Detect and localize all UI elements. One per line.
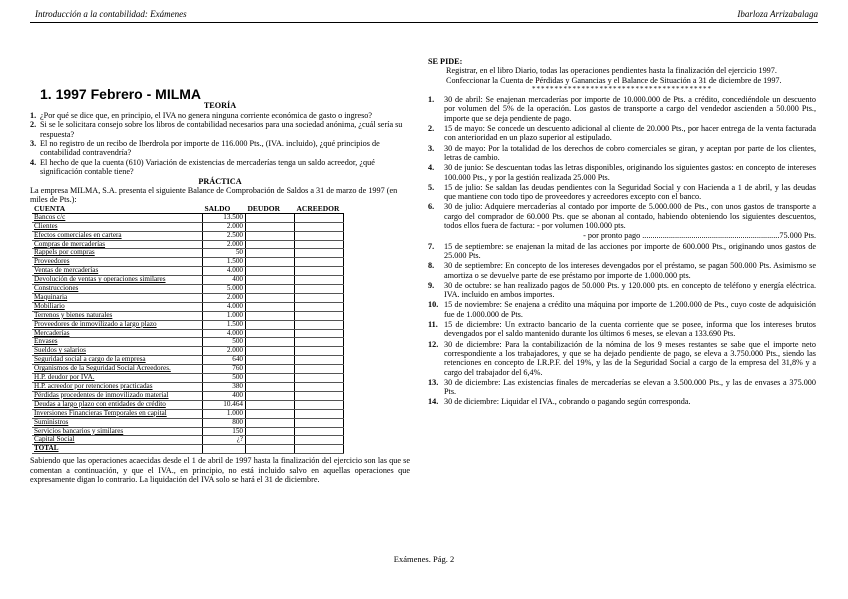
acreedor-cell bbox=[295, 347, 344, 356]
operation-text: 30 de octubre: se han realizado pagos de 50.000 Pts. y 120.000 pts. en concepto de teléfono y energía eléctrica. IVA. incluido en ambos importes. bbox=[444, 280, 816, 300]
question-number: 4. bbox=[30, 157, 37, 167]
operation-number: 10. bbox=[428, 300, 439, 310]
operation-item bbox=[428, 202, 816, 230]
table-row bbox=[32, 320, 344, 329]
col-deudor: DEUDOR bbox=[246, 205, 295, 213]
operation-number: 7. bbox=[428, 241, 435, 251]
acreedor-cell bbox=[295, 240, 344, 249]
deudor-cell bbox=[246, 374, 295, 383]
balance-header-row bbox=[32, 205, 344, 213]
saldo-cell: 150 bbox=[203, 427, 246, 436]
header-left: Introducción a la contabilidad: Exámenes bbox=[35, 9, 187, 19]
operation-item bbox=[428, 261, 816, 280]
operation-text: 30 de septiembre: En concepto de los intereses devengados por el préstamo, se pagan 500.000 Pts. Asimismo se amortiza o se devuelve parte de ese préstamo por importe de 1.000.000 pts. bbox=[444, 261, 816, 280]
acreedor-cell bbox=[295, 231, 344, 240]
operation-number: 1. bbox=[428, 95, 435, 105]
cuenta-cell: Efectos comerciales en cartera bbox=[32, 231, 203, 240]
operation-item bbox=[428, 320, 816, 339]
cuenta-cell: Rappels por compras bbox=[32, 249, 203, 258]
acreedor-cell bbox=[295, 249, 344, 258]
table-row bbox=[32, 285, 344, 294]
pide-item-2: Confeccionar la Cuenta de Pérdidas y Ganancias y el Balance de Situación a 31 de diciembre de 1997. bbox=[446, 75, 782, 85]
operation-text: 15 de mayo: Se concede un descuento adicional al cliente de 20.000 Pts., por hacer entrega de la venta facturada con anterioridad en un plazo superior al estipulado. bbox=[444, 124, 816, 143]
question-text: El no registro de un recibo de Iberdrola por importe de 116.000 Pts., (IVA. incluido), ¿qué principios de contabilidad contravendría? bbox=[40, 139, 380, 158]
question-number: 3. bbox=[30, 139, 37, 149]
col-saldo: SALDO bbox=[203, 205, 246, 213]
operation-number: 5. bbox=[428, 182, 435, 192]
saldo-cell: 380 bbox=[203, 383, 246, 392]
cuenta-cell: Pérdidas procedentes de inmovilizado material bbox=[32, 391, 203, 400]
saldo-cell: 2.000 bbox=[203, 347, 246, 356]
operation-text: 30 de junio: Se descuentan todas las letras disponibles, originando los siguientes gastos: en concepto de intereses 100.000 Pts., y por la gestión realizada 25.000 Pts. bbox=[444, 163, 816, 182]
acreedor-cell bbox=[295, 311, 344, 320]
acreedor-cell bbox=[295, 365, 344, 374]
operation-item bbox=[428, 144, 816, 163]
acreedor-cell bbox=[295, 400, 344, 409]
saldo-cell: 2.500 bbox=[203, 231, 246, 240]
cuenta-cell: Clientes bbox=[32, 222, 203, 231]
deudor-cell bbox=[246, 427, 295, 436]
deudor-cell bbox=[246, 400, 295, 409]
cuenta-cell: H.P. deudor por IVA. bbox=[32, 374, 203, 383]
saldo-cell: 1.500 bbox=[203, 320, 246, 329]
table-row bbox=[32, 427, 344, 436]
balance-table bbox=[32, 205, 344, 454]
acreedor-cell bbox=[295, 356, 344, 365]
operation-number: 6. bbox=[428, 202, 435, 212]
deudor-cell bbox=[246, 222, 295, 231]
acreedor-cell bbox=[295, 445, 344, 454]
acreedor-cell bbox=[295, 418, 344, 427]
acreedor-cell bbox=[295, 213, 344, 222]
operation-list bbox=[428, 95, 816, 407]
practica-heading: PRÁCTICA bbox=[198, 176, 242, 186]
saldo-cell: 1.000 bbox=[203, 311, 246, 320]
se-pide-heading: SE PIDE: bbox=[428, 57, 463, 66]
operation-text: 30 de mayo: Por la totalidad de los derechos de cobro comerciales se giran, y aceptan por parte de los clientes, letras de cambio. bbox=[444, 143, 816, 162]
saldo-cell: 1.500 bbox=[203, 258, 246, 267]
deudor-cell bbox=[246, 311, 295, 320]
cuenta-cell: Servicios bancarios y similares bbox=[32, 427, 203, 436]
table-row bbox=[32, 231, 344, 240]
question-text: El hecho de que la cuenta (610) Variación de existencias de mercaderías tenga un saldo acreedor, ¿qué significación contable tiene? bbox=[40, 157, 375, 177]
deudor-cell bbox=[246, 276, 295, 285]
operation-number: 4. bbox=[428, 163, 435, 173]
operation-number: 8. bbox=[428, 261, 435, 271]
operation-text: 30 de abril: Se enajenan mercaderías por importe de 10.000.000 de Pts. a crédito, concediéndole un descuento por volumen del 5% de la operación. Los gastos de transporte a cargo del vendedor ascienden a 50.000 Pts., importe que se deja pendiente de pago. bbox=[444, 95, 816, 123]
acreedor-cell bbox=[295, 293, 344, 302]
deudor-cell bbox=[246, 391, 295, 400]
operation-text: 15 de septiembre: se enajenan la mitad de las acciones por importe de 600.000 Pts., originando unos gastos de 25.000 Pts. bbox=[444, 241, 816, 260]
question-item bbox=[30, 111, 410, 120]
deudor-cell bbox=[246, 409, 295, 418]
saldo-cell: 4.000 bbox=[203, 302, 246, 311]
acreedor-cell bbox=[295, 329, 344, 338]
cuenta-cell: Devolución de ventas y operaciones similares bbox=[32, 276, 203, 285]
saldo-cell: 10.464 bbox=[203, 400, 246, 409]
deudor-cell bbox=[246, 320, 295, 329]
table-row bbox=[32, 445, 344, 454]
exam-title: 1. 1997 Febrero - MILMA bbox=[40, 86, 202, 102]
saldo-cell: 4.000 bbox=[203, 329, 246, 338]
cuenta-cell: Seguridad social a cargo de la empresa bbox=[32, 356, 203, 365]
deudor-cell bbox=[246, 285, 295, 294]
operation-text: - por pronto pago ...................................................................75.000 Pts. bbox=[583, 231, 816, 241]
saldo-cell: 4.000 bbox=[203, 267, 246, 276]
saldo-cell: 2.000 bbox=[203, 293, 246, 302]
operation-number: 11. bbox=[428, 320, 438, 330]
cuenta-cell: H.P. acreedor por retenciones practicadas bbox=[32, 383, 203, 392]
operation-number: 14. bbox=[428, 397, 439, 407]
deudor-cell bbox=[246, 293, 295, 302]
teoria-heading: TEORÍA bbox=[203, 101, 237, 111]
cuenta-cell: Sueldos y salarios bbox=[32, 347, 203, 356]
operation-item bbox=[428, 124, 816, 143]
cuenta-cell: Mobiliario bbox=[32, 302, 203, 311]
cuenta-cell: Capital Social bbox=[32, 436, 203, 445]
deudor-cell bbox=[246, 436, 295, 445]
deudor-cell bbox=[246, 213, 295, 222]
operation-item bbox=[428, 378, 816, 397]
acreedor-cell bbox=[295, 320, 344, 329]
cuenta-cell: Compras de mercaderías bbox=[32, 240, 203, 249]
saldo-cell: 500 bbox=[203, 374, 246, 383]
cuenta-cell: Maquinaria bbox=[32, 293, 203, 302]
acreedor-cell bbox=[295, 302, 344, 311]
operation-number: 12. bbox=[428, 339, 439, 349]
table-row bbox=[32, 276, 344, 285]
cuenta-cell: Inversiones Financieras Temporales en capital bbox=[32, 409, 203, 418]
question-number: 1. bbox=[30, 110, 37, 120]
operation-item bbox=[428, 340, 816, 377]
question-item bbox=[30, 120, 410, 139]
table-row bbox=[32, 311, 344, 320]
acreedor-cell bbox=[295, 391, 344, 400]
right-column bbox=[428, 57, 816, 407]
acreedor-cell bbox=[295, 222, 344, 231]
operation-item bbox=[428, 242, 816, 261]
cuenta-cell: Terrenos y bienes naturales bbox=[32, 311, 203, 320]
acreedor-cell bbox=[295, 285, 344, 294]
deudor-cell bbox=[246, 249, 295, 258]
deudor-cell bbox=[246, 347, 295, 356]
operation-text: 30 de diciembre: Liquidar el IVA., cobrando o pagando según corresponda. bbox=[444, 397, 691, 407]
acreedor-cell bbox=[295, 409, 344, 418]
operation-text: 15 de julio: Se saldan las deudas pendientes con la Seguridad Social y con Hacienda a 1 de abril, y las deudas que mantiene con todo tipo de proveedores y acreedores excepto con el banco. bbox=[444, 182, 816, 202]
question-text: ¿Por qué se dice que, en principio, el IVA no genera ninguna corriente económica de gasto o ingreso? bbox=[40, 110, 373, 120]
deudor-cell bbox=[246, 418, 295, 427]
balance-body bbox=[32, 213, 344, 453]
question-item bbox=[30, 158, 410, 177]
deudor-cell bbox=[246, 445, 295, 454]
saldo-cell: 500 bbox=[203, 338, 246, 347]
saldo-cell: 50 bbox=[203, 249, 246, 258]
saldo-cell: 800 bbox=[203, 418, 246, 427]
table-row bbox=[32, 302, 344, 311]
operation-text: 30 de diciembre: Las existencias finales de mercaderías se elevan a 3.500.000 Pts., y las de envases a 375.000 Pts. bbox=[444, 377, 816, 397]
col-cuenta: CUENTA bbox=[32, 205, 203, 213]
cuenta-cell: Proveedores de inmovilizado a largo plazo bbox=[32, 320, 203, 329]
saldo-cell: 640 bbox=[203, 356, 246, 365]
operation-number: 2. bbox=[428, 124, 435, 134]
deudor-cell bbox=[246, 267, 295, 276]
acreedor-cell bbox=[295, 383, 344, 392]
acreedor-cell bbox=[295, 258, 344, 267]
saldo-cell: 2.000 bbox=[203, 240, 246, 249]
cuenta-cell: Proveedores bbox=[32, 258, 203, 267]
saldo-cell bbox=[203, 445, 246, 454]
operation-item bbox=[428, 281, 816, 300]
deudor-cell bbox=[246, 231, 295, 240]
operation-item bbox=[428, 163, 816, 182]
operation-text: 15 de noviembre: Se enajena a crédito una máquina por importe de 1.200.000 de Pts., cuyo coste de adquisición fue de 1.000.000 de Pts. bbox=[444, 300, 816, 319]
header-rule bbox=[30, 22, 818, 23]
page-footer: Exámenes. Pág. 2 bbox=[393, 554, 455, 564]
operation-item bbox=[428, 231, 816, 240]
deudor-cell bbox=[246, 338, 295, 347]
col-acreedor: ACREEDOR bbox=[295, 205, 344, 213]
operation-text: 30 de diciembre: Para la contabilización de la nómina de los 9 meses restantes se sabe que el importe neto correspondiente a los trabajadores, y que se ha dejado pendiente de pago, se eleva a 3.750.000 Pts., siendo las retenciones en concepto de I.R.P.F. del 19%, y las de la Seguridad Social a cargo de la empresa del 31,8% y a cargo del trabajador del 6,4%. bbox=[444, 339, 816, 377]
operation-item bbox=[428, 95, 816, 123]
question-text: Si se le solicitara consejo sobre los libros de contabilidad necesarios para una sociedad anónima, ¿cuál sería su respuesta? bbox=[40, 120, 403, 139]
cuenta-cell: Construcciones bbox=[32, 285, 203, 294]
pide-item-1: Registrar, en el libro Diario, todas las operaciones pendientes hasta la finalización del ejercicio 1997. bbox=[446, 66, 777, 76]
operation-item bbox=[428, 300, 816, 319]
acreedor-cell bbox=[295, 267, 344, 276]
table-row bbox=[32, 418, 344, 427]
table-row bbox=[32, 293, 344, 302]
operation-number bbox=[428, 231, 444, 240]
operation-number: 9. bbox=[428, 280, 435, 290]
table-row bbox=[32, 400, 344, 409]
acreedor-cell bbox=[295, 436, 344, 445]
operation-number: 13. bbox=[428, 377, 439, 387]
cuenta-cell: TOTAL bbox=[32, 445, 203, 454]
saldo-cell: 400 bbox=[203, 276, 246, 285]
saldo-cell: 5.000 bbox=[203, 285, 246, 294]
operation-text: 30 de julio: Adquiere mercaderías al contado por importe de 5.000.000 de Pts., con unos gastos de transporte a cargo del comprador de 60.000 Pts. que se abonan al contado, habiendo obteniendo los siguientes descuentos, todos ellos fuera de factura: - por volumen 100.000 pts. bbox=[444, 202, 816, 231]
saldo-cell: 760 bbox=[203, 365, 246, 374]
cuenta-cell: Suministros bbox=[32, 418, 203, 427]
deudor-cell bbox=[246, 302, 295, 311]
saldo-cell: ¿? bbox=[203, 436, 246, 445]
deudor-cell bbox=[246, 365, 295, 374]
saldo-cell: 1.000 bbox=[203, 409, 246, 418]
saldo-cell: 13.500 bbox=[203, 213, 246, 222]
saldo-cell: 400 bbox=[203, 391, 246, 400]
header-right: Ibarloza Arrizabalaga bbox=[737, 9, 818, 19]
acreedor-cell bbox=[295, 427, 344, 436]
operation-number: 3. bbox=[428, 143, 435, 153]
acreedor-cell bbox=[295, 374, 344, 383]
table-row bbox=[32, 391, 344, 400]
saldo-cell: 2.000 bbox=[203, 222, 246, 231]
table-row bbox=[32, 409, 344, 418]
acreedor-cell bbox=[295, 338, 344, 347]
cuenta-cell: Organismos de la Seguridad Social Acreedores. bbox=[32, 365, 203, 374]
table-row bbox=[32, 222, 344, 231]
question-item bbox=[30, 139, 410, 158]
deudor-cell bbox=[246, 356, 295, 365]
operation-text: 15 de diciembre: Un extracto bancario de la cuenta corriente que se posee, informa que los intereses brutos devengados por el saldo mantenido durante los últimos 6 meses, se elevan a 133.690 Pts. bbox=[444, 320, 816, 339]
deudor-cell bbox=[246, 329, 295, 338]
question-number: 2. bbox=[30, 120, 37, 130]
table-row bbox=[32, 329, 344, 338]
cuenta-cell: Bancos c/c bbox=[32, 213, 203, 222]
table-row bbox=[32, 249, 344, 258]
acreedor-cell bbox=[295, 276, 344, 285]
deudor-cell bbox=[246, 258, 295, 267]
operation-item bbox=[428, 183, 816, 202]
table-row bbox=[32, 213, 344, 222]
cuenta-cell: Ventas de mercaderías bbox=[32, 267, 203, 276]
cuenta-cell: Deudas a largo plazo con entidades de crédito bbox=[32, 400, 203, 409]
operation-item bbox=[428, 397, 816, 406]
left-column bbox=[30, 86, 410, 485]
table-row bbox=[32, 436, 344, 445]
cuenta-cell: Envases bbox=[32, 338, 203, 347]
deudor-cell bbox=[246, 383, 295, 392]
cuenta-cell: Mercaderías bbox=[32, 329, 203, 338]
separator: **************************************** bbox=[532, 84, 712, 93]
closing-text: Sabiendo que las operaciones acaecidas desde el 1 de abril de 1997 hasta la finalización del ejercicio son las que se comentan a continuación, y que el IVA., en principio, no está incluido salvo en aquellas operaciones que expresamente digan lo contrario. La liquidación del IVA solo se hará el 31 de diciembre. bbox=[30, 456, 410, 485]
question-list bbox=[30, 111, 410, 177]
practica-intro: La empresa MILMA, S.A. presenta el siguiente Balance de Comprobación de Saldos a 31 de marzo de 1997 (en miles de Pts.): bbox=[30, 186, 398, 205]
deudor-cell bbox=[246, 240, 295, 249]
